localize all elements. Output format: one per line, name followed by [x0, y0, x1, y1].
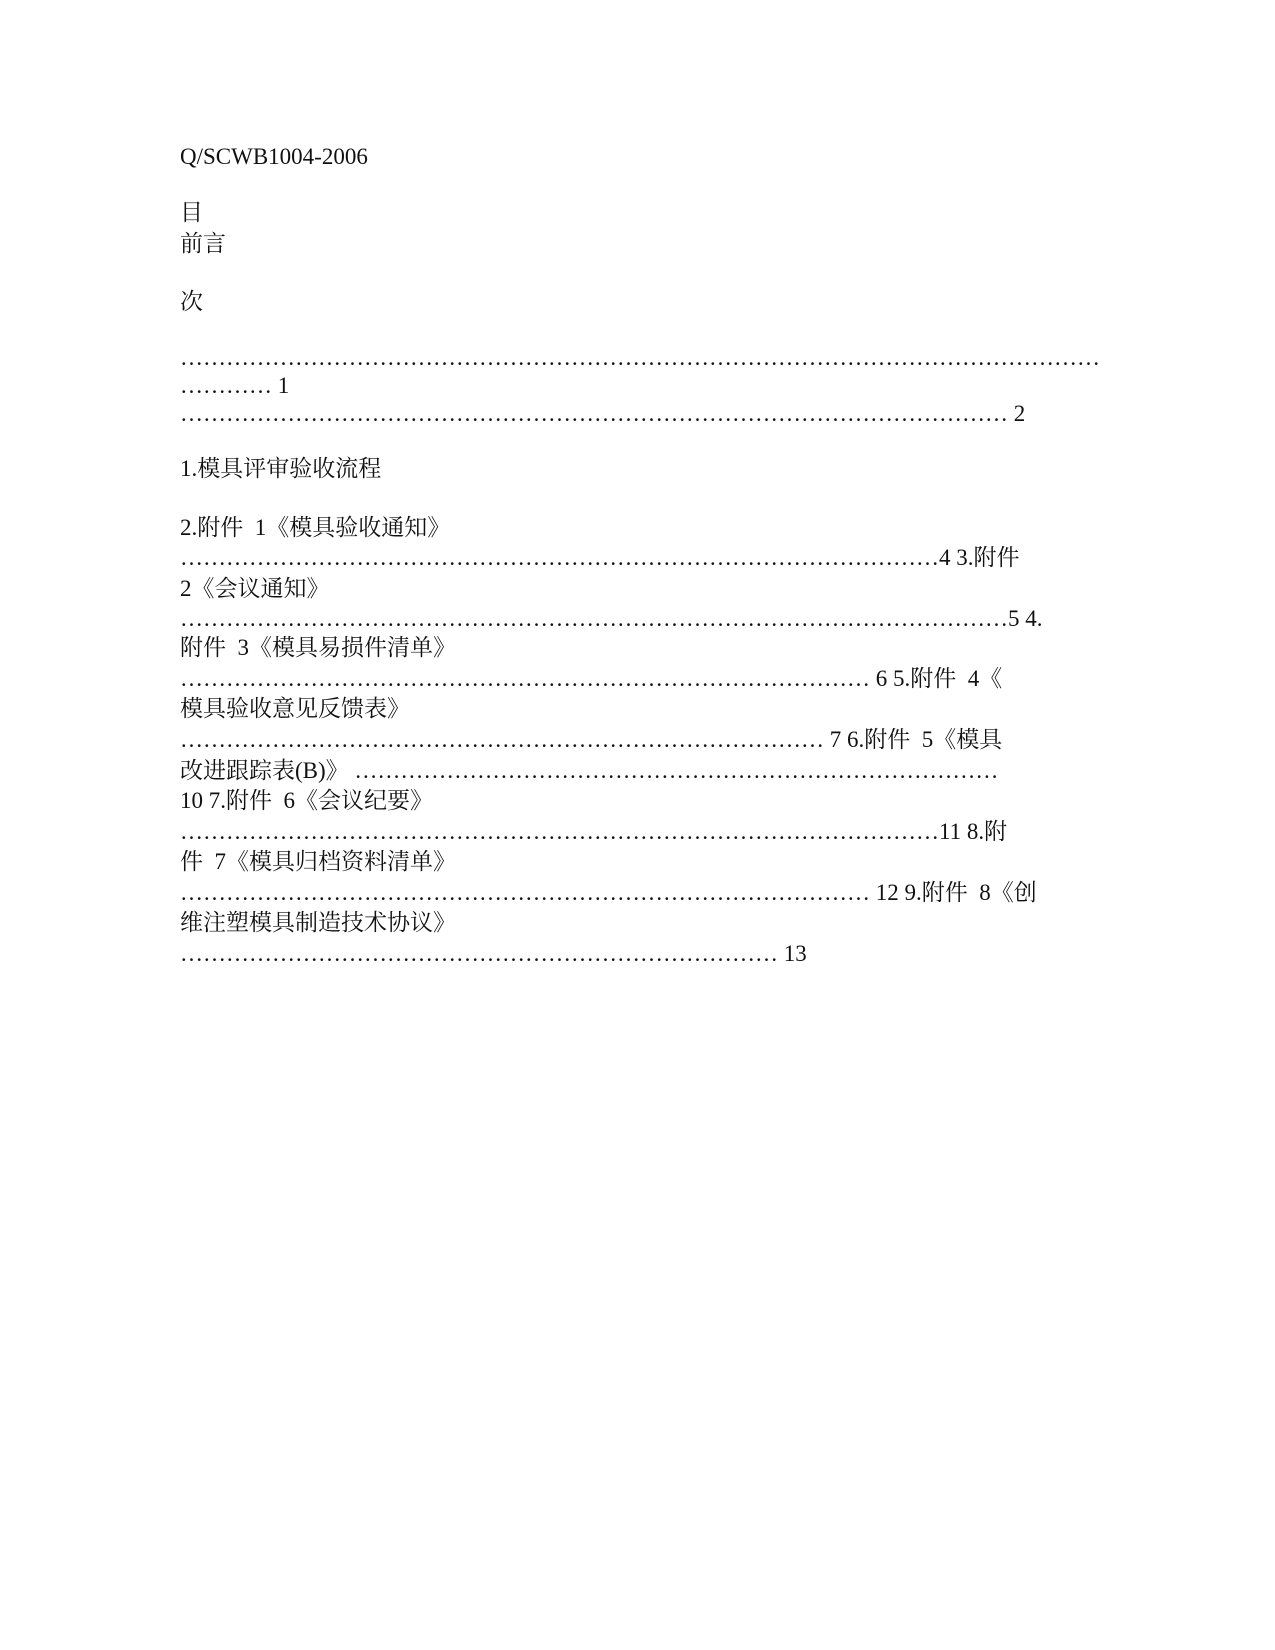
toc-line: ……………………………………………………………………………… 6 5.附件 4《	[180, 666, 1003, 691]
document-code: Q/SCWB1004-2006	[180, 144, 368, 169]
toc-line: ………………………………………………………………………………………4 3.附件	[180, 545, 1020, 570]
toc-line: ………… 1	[180, 373, 290, 398]
toc-line: ……………………………………………………………………………………………… 2	[180, 401, 1026, 426]
toc-entry: 维注塑模具制造技术协议》	[180, 910, 456, 935]
toc-line: …………………………………………………………………………………………………………	[180, 345, 1100, 370]
toc-line: 改进跟踪表(B)》 …………………………………………………………………………	[180, 758, 999, 783]
toc-line: ……………………………………………………………………………… 12 9.附件 8《创	[180, 880, 1037, 905]
toc-entry: 2.附件 1《模具验收通知》	[180, 515, 451, 540]
preface-label: 前言	[180, 231, 226, 256]
toc-heading-part1: 目	[180, 200, 203, 225]
toc-line: ………………………………………………………………………… 7 6.附件 5《模具	[180, 727, 1003, 752]
toc-entry: 2《会议通知》	[180, 576, 330, 601]
toc-entry: 1.模具评审验收流程	[180, 456, 382, 481]
toc-line: …………………………………………………………………… 13	[180, 941, 807, 966]
toc-heading-part2: 次	[180, 289, 203, 314]
toc-line: ………………………………………………………………………………………11 8.附	[180, 819, 1008, 844]
toc-entry: 10 7.附件 6《会议纪要》	[180, 788, 433, 813]
toc-entry: 附件 3《模具易损件清单》	[180, 635, 456, 660]
toc-entry: 模具验收意见反馈表》	[180, 696, 410, 721]
toc-entry: 件 7《模具归档资料清单》	[180, 849, 456, 874]
toc-line: ………………………………………………………………………………………………5 4.	[180, 606, 1043, 631]
